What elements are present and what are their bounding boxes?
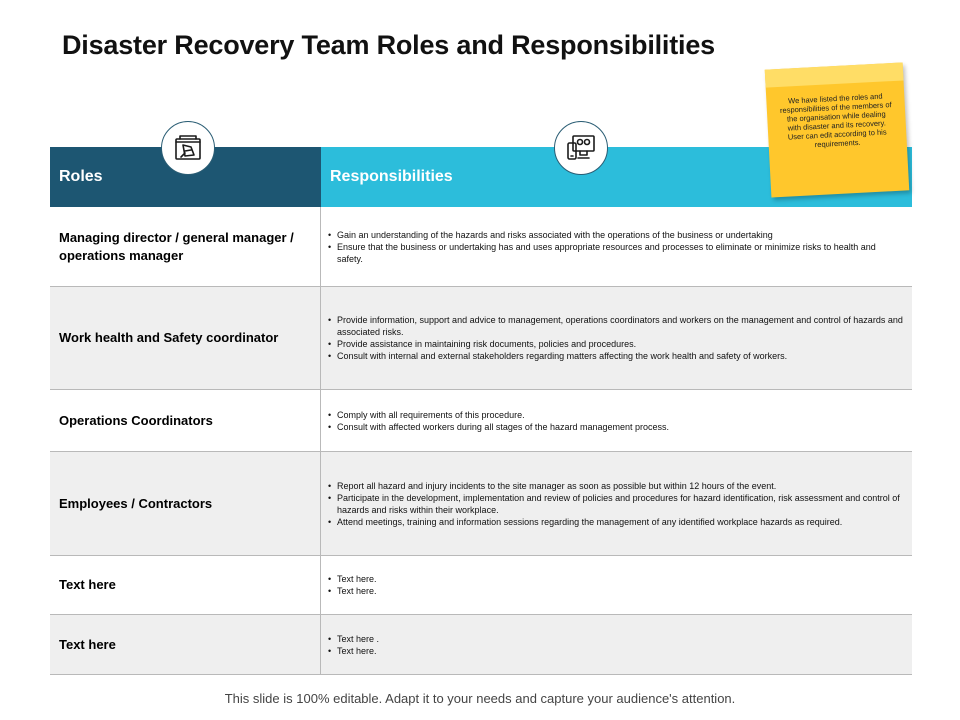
table-row [50, 207, 912, 287]
table-row [50, 287, 912, 390]
responsibility-cell [321, 287, 912, 389]
responsibility-item: • Text here. [327, 585, 904, 597]
table-row [50, 556, 912, 615]
responsibility-item: • Text here. [327, 645, 904, 657]
responsibility-item: • Report all hazard and injury incidents to the site manager as soon as possible but within 12 hours of the event. [327, 480, 904, 492]
role-cell: Employees / Contractors [50, 452, 321, 555]
responsibility-item: • Consult with internal and external stakeholders regarding matters affecting the work health and safety of workers. [327, 350, 904, 362]
drafting-blueprint-icon [161, 121, 215, 175]
responsibility-item: • Ensure that the business or undertaking has and uses appropriate resources and processes to eliminate or minimize risks to health and safety. [327, 241, 904, 265]
table-row [50, 390, 912, 452]
role-cell: Work health and Safety coordinator [50, 287, 321, 389]
responsibility-cell [321, 615, 912, 674]
responsibility-item: • Text here. [327, 573, 904, 585]
devices-monitor-icon [554, 121, 608, 175]
responsibility-item: • Text here . [327, 633, 904, 645]
responsibility-item: • Comply with all requirements of this procedure. [327, 409, 904, 421]
table-row [50, 452, 912, 556]
roles-table [50, 147, 912, 675]
responsibility-cell [321, 207, 912, 286]
role-cell: Text here [50, 615, 321, 674]
responsibility-cell [321, 556, 912, 614]
footer-caption: This slide is 100% editable. Adapt it to your needs and capture your audience's attention. [224, 691, 736, 706]
sticky-note-text: We have listed the roles and responsibilities of the members of the organisation while dealing with disaster and its recovery. User can edit according to his requirements. [779, 91, 892, 150]
table-row [50, 615, 912, 675]
sticky-note [765, 62, 910, 197]
role-cell: Text here [50, 556, 321, 614]
role-cell: Managing director / general manager / operations manager [50, 207, 321, 286]
responsibility-item: • Attend meetings, training and information sessions regarding the management of any identified workplace hazards as required. [327, 516, 904, 528]
responsibility-item: • Participate in the development, implementation and review of policies and procedures for hazard identification, risk assessment and control of hazards and risks within their workplace. [327, 492, 904, 516]
responsibilities-header: Responsibilities [321, 147, 912, 207]
responsibility-item: • Provide assistance in maintaining risk documents, policies and procedures. [327, 338, 904, 350]
slide-title: Disaster Recovery Team Roles and Responsibilities [62, 30, 715, 60]
role-cell: Operations Coordinators [50, 390, 321, 451]
responsibility-cell [321, 390, 912, 451]
roles-header: Roles [50, 147, 321, 207]
responsibility-item: • Provide information, support and advice to management, operations coordinators and workers on the management and control of hazards and associated risks. [327, 314, 904, 338]
responsibility-item: • Gain an understanding of the hazards and risks associated with the operations of the business or undertaking [327, 229, 904, 241]
responsibility-cell [321, 452, 912, 555]
responsibility-item: • Consult with affected workers during all stages of the hazard management process. [327, 421, 904, 433]
